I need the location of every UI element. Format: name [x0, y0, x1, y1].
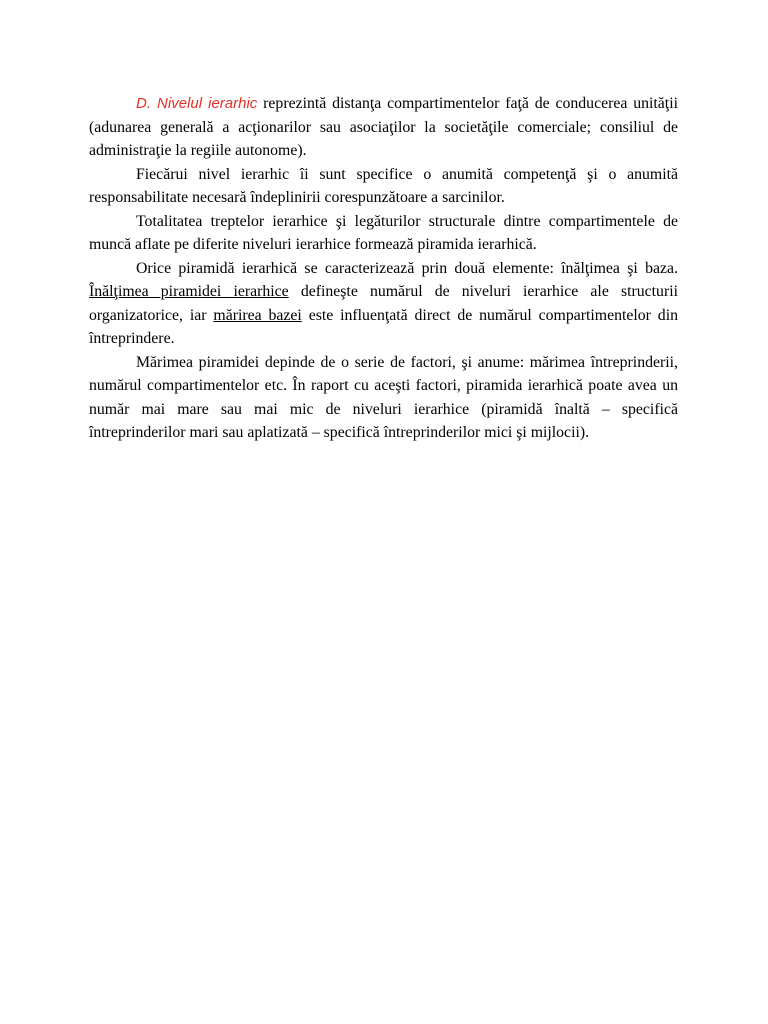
- paragraph-text: este influenţată direct de numărul compartimentelor din întreprindere.: [89, 306, 678, 347]
- document-page: [89, 92, 678, 445]
- paragraph-text: Fiecărui nivel ierarhic îi sunt specifice o anumită competenţă şi o anumită responsabilitate necesară îndeplinirii corespunzătoare a sarcinilor.: [89, 165, 678, 206]
- paragraph-marimea: [89, 351, 678, 445]
- term-marirea-bazei: mărirea bazei: [213, 306, 302, 324]
- section-heading: D. Nivelul ierarhic: [136, 95, 258, 112]
- paragraph-text: Totalitatea treptelor ierarhice şi legăturilor structurale dintre compartimentele de muncă aflate pe diferite niveluri ierarhice formează piramida ierarhică.: [89, 212, 678, 253]
- paragraph-competenta: [89, 163, 678, 210]
- paragraph-nivel-ierarhic: [89, 92, 678, 163]
- paragraph-text: Mărimea piramidei depinde de o serie de factori, şi anume: mărimea întreprinderii, numărul compartimentelor etc. În raport cu aceşti factori, piramida ierarhică poate avea un număr mai mare sau mai mic de niveluri ierarhice (piramidă înaltă – specifică întreprinderilor mari sau aplatizată – specifică întreprinderilor mici şi mijlocii).: [89, 353, 678, 441]
- paragraph-text: defineşte numărul de niveluri ierarhice ale structurii organizatorice, iar: [89, 283, 678, 324]
- paragraph-piramida: [89, 257, 678, 351]
- paragraph-text: Orice piramidă ierarhică se caracterizează prin două elemente: înălţimea şi baza.: [136, 259, 678, 277]
- term-inaltimea: Înălţimea piramidei ierarhice: [89, 283, 289, 300]
- paragraph-text: reprezintă distanţa compartimentelor faţă de conducerea unităţii (adunarea generală a acţionarilor sau asociaţilor la societăţile comerciale; consiliul de administraţie la regiile autonome).: [89, 95, 678, 159]
- paragraph-totalitatea: [89, 210, 678, 257]
